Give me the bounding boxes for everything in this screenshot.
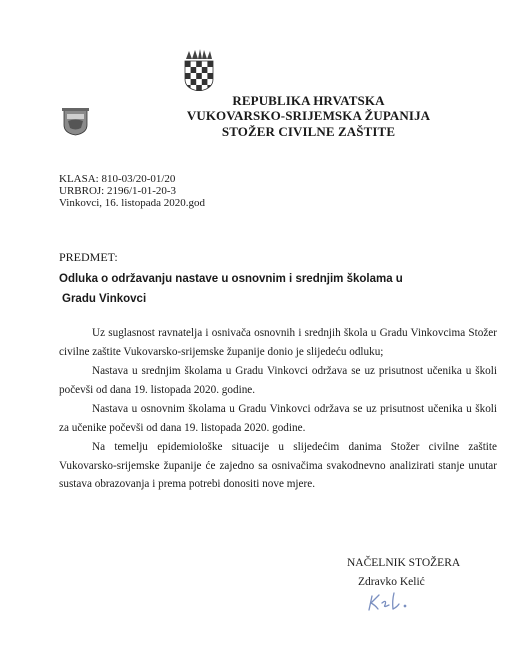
body-paragraph-3: Nastava u osnovnim školama u Gradu Vinkovci održava se uz prisutnost učenika u školi za učenike počevši od dana 19. listopada 2020. godine.	[59, 403, 497, 434]
body-paragraph-4: Na temelju epidemiološke situacije u slijedećim danima Stožer civilne zaštite Vukovarsko-srijemske županije će zajedno sa osnivačima svakodnevno analizirati stanje unutar sustava obrazovanja i prema potrebi donositi nove mjere.	[59, 441, 497, 490]
klasa-line: KLASA: 810-03/20-01/20	[59, 173, 176, 185]
subject-line-2: Gradu Vinkovci	[62, 293, 147, 305]
subject-label: PREDMET:	[59, 250, 118, 264]
header-civil-protection: STOŽER CIVILNE ZAŠTITE	[221, 124, 396, 139]
place-date-line: Vinkovci, 16. listopada 2020.god	[59, 197, 205, 209]
body-paragraph-2: Nastava u srednjim školama u Gradu Vinkovci održava se uz prisutnost učenika u školi počevši od dana 19. listopada 2020. godine.	[59, 365, 497, 396]
header-republic: REPUBLIKA HRVATSKA	[232, 93, 385, 108]
handwritten-signature-icon	[362, 588, 442, 616]
croatian-coat-of-arms-icon	[184, 49, 214, 91]
signature-name: Zdravko Kelić	[358, 576, 425, 588]
urbroj-line: URBROJ: 2196/1-01-20-3	[59, 185, 177, 197]
body-paragraph-1: Uz suglasnost ravnatelja i osnivača osnovnih i srednjih škola u Gradu Vinkovcima Stožer civilne zaštite Vukovarsko-srijemske županije donio je slijedeću odluku;	[59, 327, 497, 358]
subject-line-1: Odluka o održavanju nastave u osnovnim i srednjim školama u	[59, 273, 403, 285]
signature-title: NAČELNIK STOŽERA	[347, 557, 461, 569]
header-county: VUKOVARSKO-SRIJEMSKA ŽUPANIJA	[186, 108, 431, 123]
